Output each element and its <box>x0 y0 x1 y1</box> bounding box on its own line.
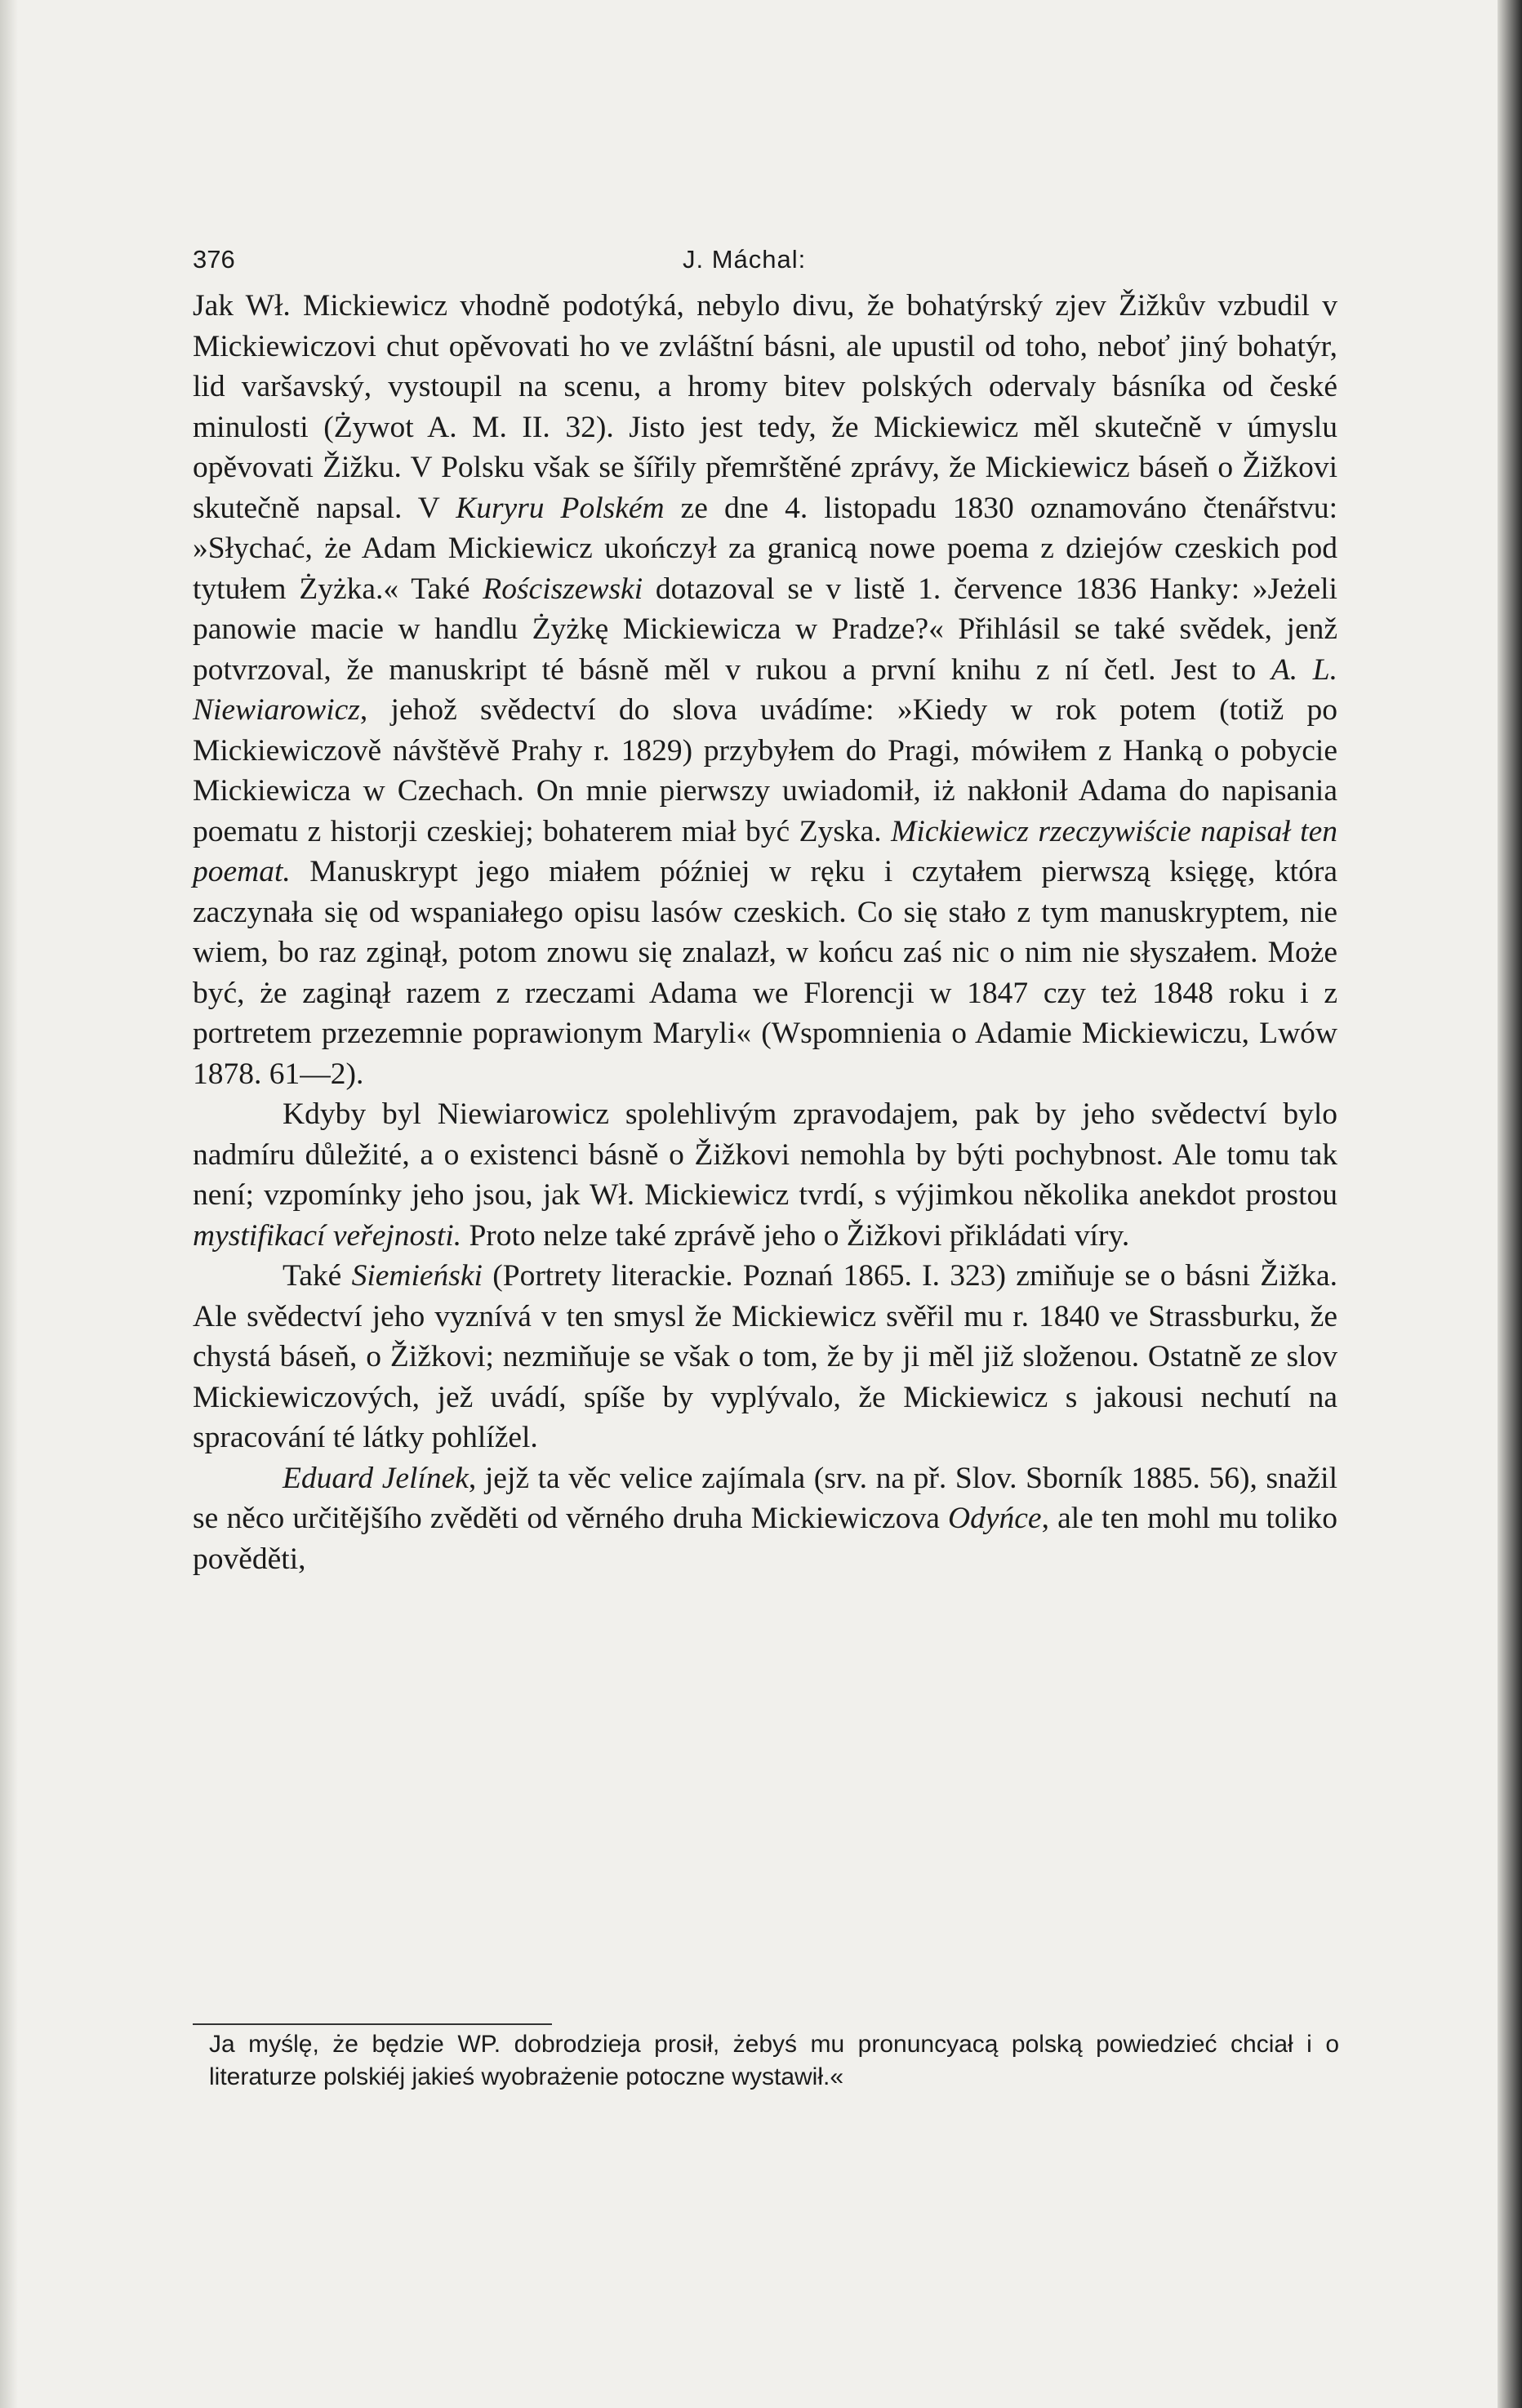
italic-name: Siemieński <box>351 1259 483 1293</box>
text-segment: Také <box>283 1259 352 1293</box>
page-left-edge <box>0 0 18 2408</box>
text-segment: ze dne 4. listopadu 1830 oznamováno čtenářstvu: »Słychać, że Adam Mickiewicz ukończył za granicą nowe poema z dziejów czeskich pod tytułem Żyżka.« Také <box>193 491 1337 606</box>
italic-name: A. L. Niewiarowicz <box>193 652 1337 727</box>
footnote: Ja myślę, że będzie WP. dobrodziejа prosił, żebyś mu pronuncyacą polską powiedzieć chciał i o literaturze polskiéj jakieś wyobrażenie potoczne wystawił.« <box>209 2031 1339 2090</box>
running-head: J. Máchal: <box>683 245 807 274</box>
text-segment: , jehož svědectví do slova uvádíme: »Kiedy w rok potem (totiž po Mickiewiczově návštěvě Prahy r. 1829) przybyłem do Pragi, mówiłem z Hanką o pobycie Mickiewicza w Czechach. On mnie pierwszy uwiadomił, iż nakłonił Adama do napisania poematu z historji czeskiej; bohaterem miał być Zyska. <box>193 693 1337 848</box>
paragraph-1 <box>193 286 1337 1094</box>
italic-name: Eduard Jelínek <box>283 1461 469 1495</box>
text-segment: (Portrety literackie. Poznań 1865. I. 323) zmiňuje se o básni Žižka. Ale svědectví jeho vyznívá v ten smysl že Mickiewicz svěřil mu r. 1840 ve Strassburku, že chystá báseň, o Žižkovi; nezmiňuje se však o tom, že by ji měl již složenou. Ostatně ze slov Mickiewiczových, jež uvádí, spíše by vyplývalo, že Mickiewicz s jakousi nechutí na spracování té látky pohlížel. <box>193 1259 1338 1454</box>
italic-title: Kuryru Polském <box>456 491 665 525</box>
paragraph-3 <box>193 1256 1337 1458</box>
italic-name: Odyńce <box>948 1502 1042 1535</box>
page-number: 376 <box>193 245 235 274</box>
text-segment: , jejž ta věc velice zajímala (srv. na př. Slov. Sborník 1885. 56), snažil se něco určitějšího zvěděti od věrného druha Mickiewiczova <box>193 1461 1337 1535</box>
body-text <box>193 286 1337 1579</box>
text-segment: , ale ten mohl mu toliko pověděti, <box>193 1502 1337 1576</box>
text-segment: Proto nelze také zprávě jeho o Žižkovi přikládati víry. <box>461 1218 1130 1253</box>
italic-emphasis: mystifikací veřejnosti. <box>193 1218 462 1253</box>
text-segment: dotazoval se v listě 1. července 1836 Hanky: »Jeżeli panowie macie w handlu Żyżkę Mickiewicza w Pradze?« Přihlásil se také svědek, jenž potvrzoval, že manuskript té básně měl v rukou a první knihu z ní četl. Jest to <box>193 572 1337 687</box>
text-segment: Kdyby byl Niewiarowicz spolehlivým zpravodajem, pak by jeho svědectví bylo nadmíru důležité, a o existenci básně o Žižkovi nemohla by býti pochybnost. Ale tomu tak není; vzpomínky jeho jsou, jak Wł. Mickiewicz tvrdí, s výjimkou několika anekdot prostou <box>193 1097 1337 1212</box>
page-header <box>193 245 1336 286</box>
paragraph-2 <box>193 1094 1337 1256</box>
text-segment: Jak Wł. Mickiewicz vhodně podotýká, nebylo divu, že bohatýrský zjev Žižkův vzbudil v Mickiewiczovi chut opěvovati ho ve zvláštní básni, ale upustil od toho, neboť jiný bohatýr, lid varšavský, vystoupil na scenu, a hromy bitev polských odervaly básníka od české minulosti (Żywot A. M. II. 32). Jisto jest tedy, že Mickiewicz měl skutečně v úmyslu opěvovati Žižku. V Polsku však se šířily přemrštěné zprávy, že Mickiewicz báseň o Žižkovi skutečně napsal. V <box>193 289 1337 525</box>
italic-emphasis: Mickiewicz rzeczywiście napisał ten poemat. <box>193 814 1337 888</box>
footnote-divider <box>193 2023 552 2025</box>
text-segment: Manuskrypt jego miałem później w ręku i czytałem pierwszą księgę, która zaczynała się od wspaniałego opisu lasów czeskich. Co się stało z tym manuskryptem, nie wiem, bo raz zginął, potom znowu się znalazł, w końcu zaś nic o nim nie słyszałem. Może być, że zaginął razem z rzeczami Adama we Florencji w 1847 czy też 1848 roku i z portretem przezemnie poprawionym Maryli« (Wspomnienia o Adamie Mickiewiczu, Lwów 1878. 61—2). <box>193 855 1337 1091</box>
paragraph-4 <box>193 1458 1337 1580</box>
italic-name: Rościszewski <box>483 572 643 606</box>
page-right-edge-shadow <box>1498 0 1522 2408</box>
